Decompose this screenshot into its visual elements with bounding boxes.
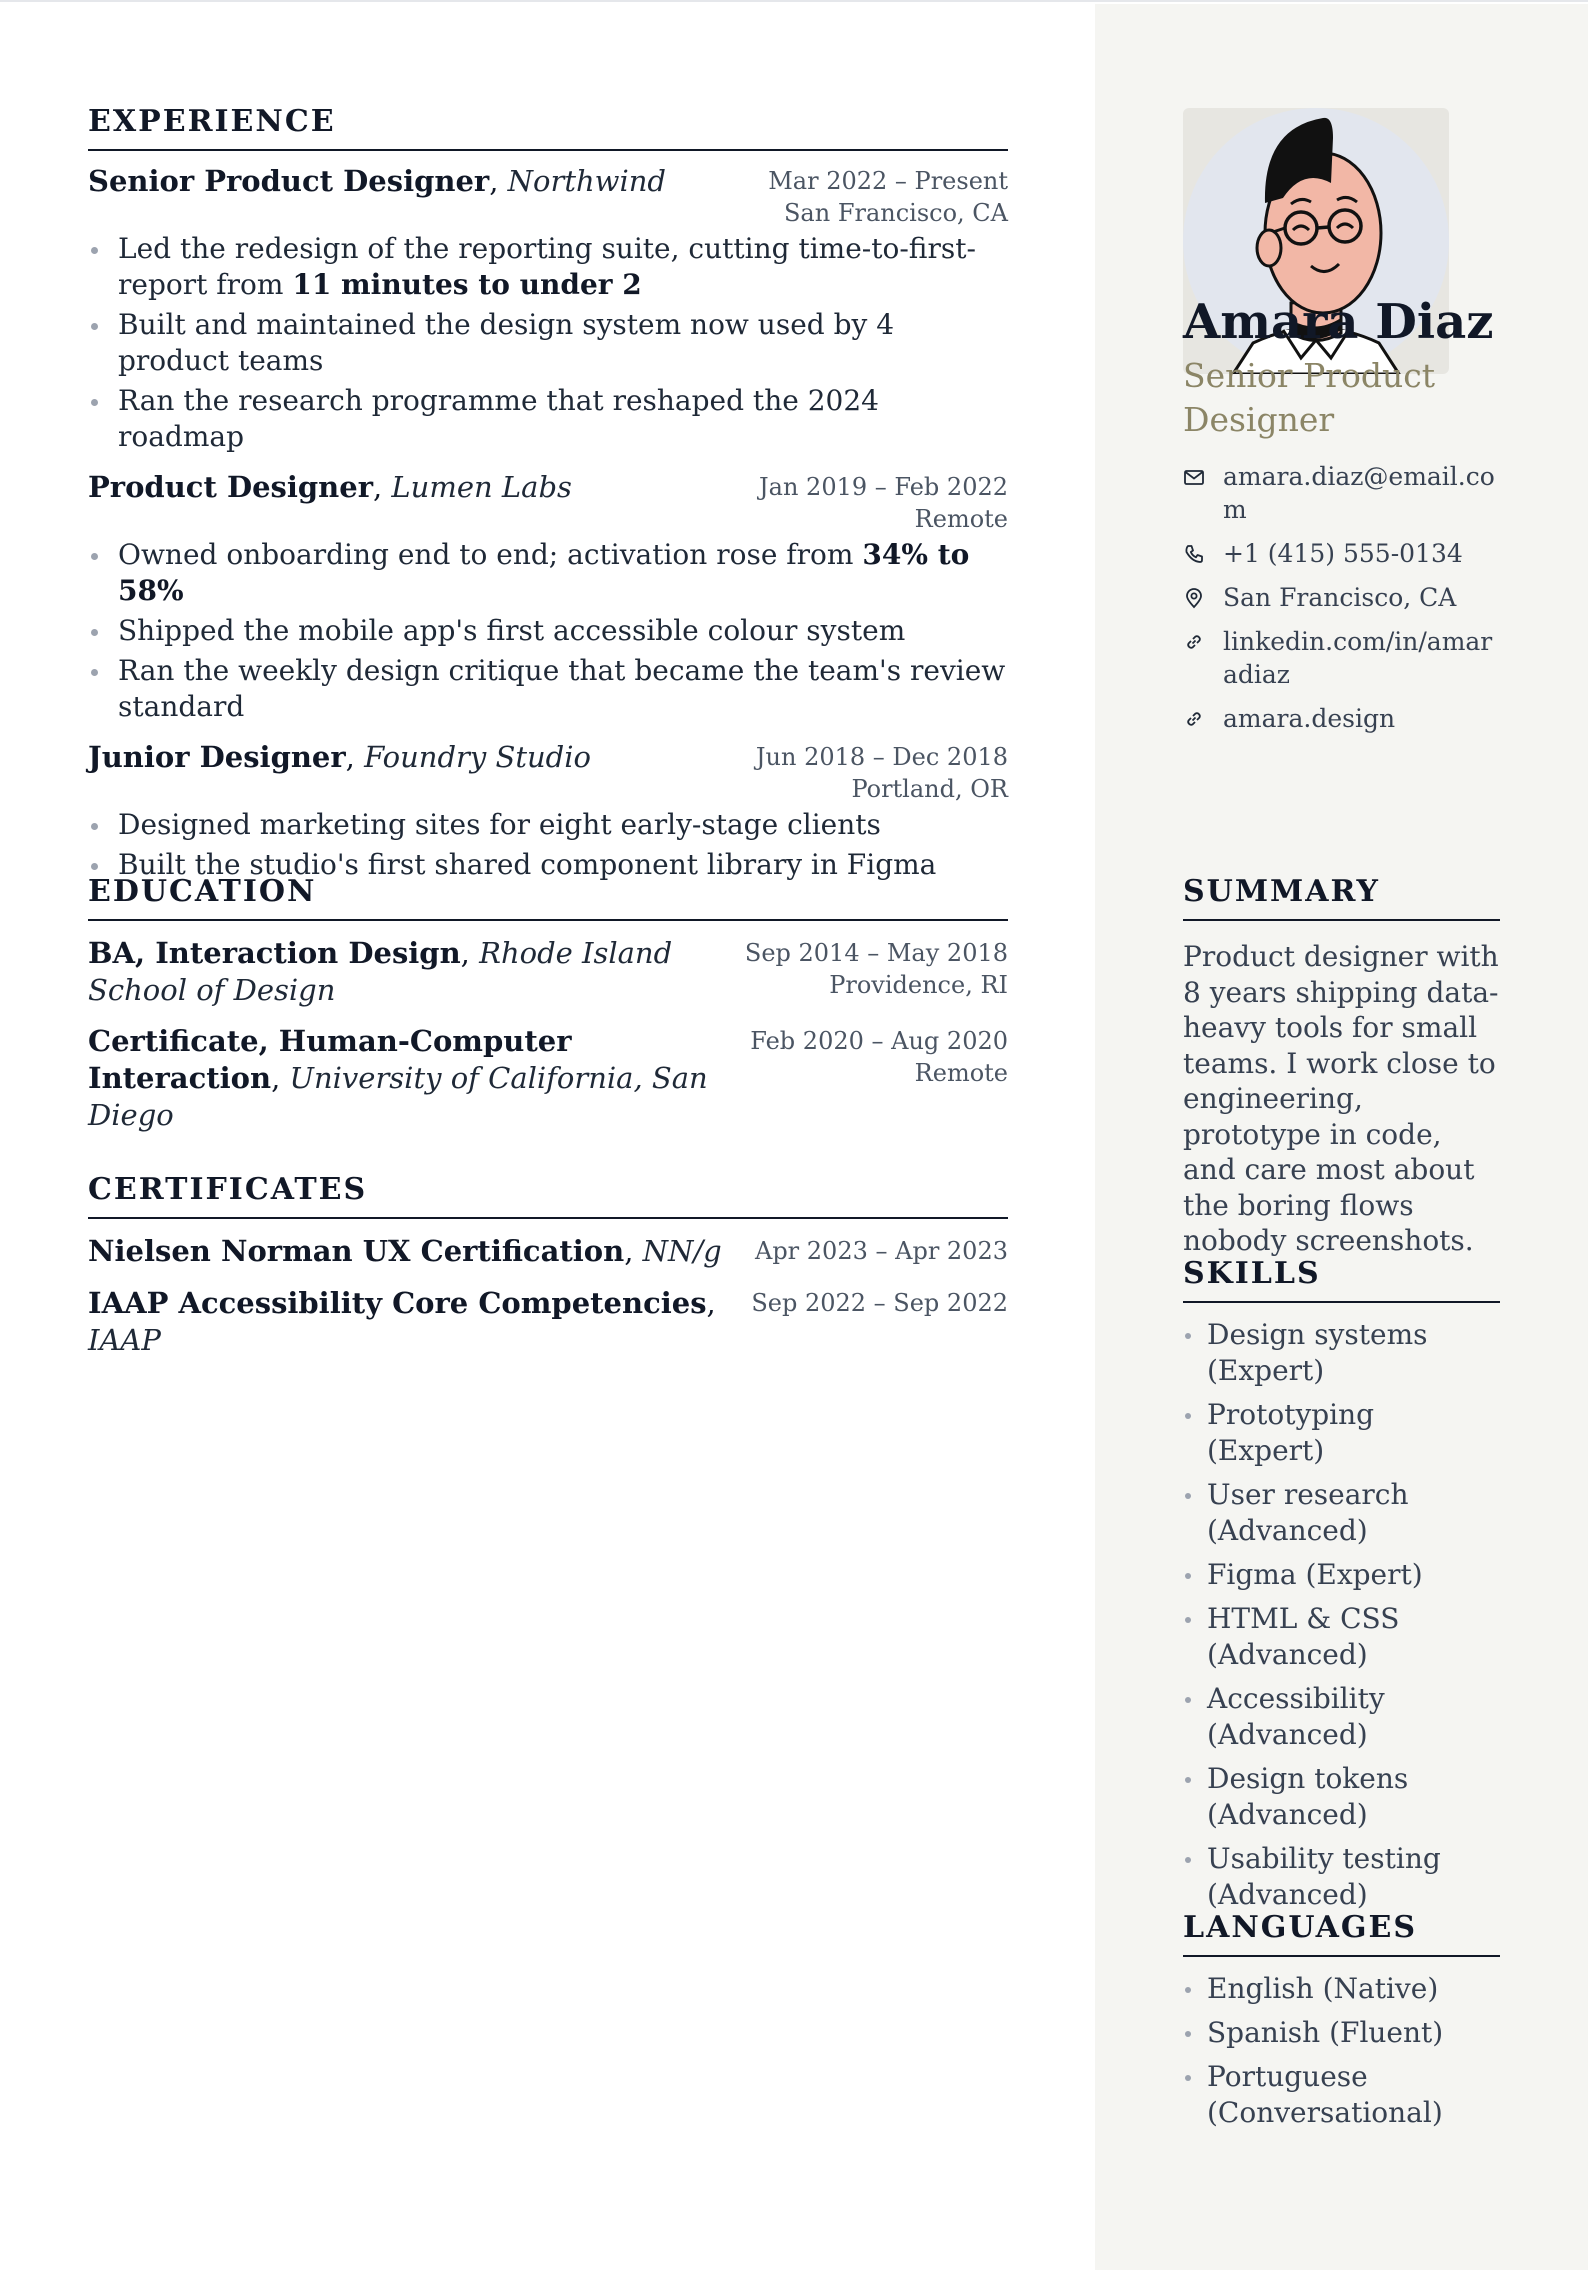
- job-bullets: [88, 231, 1008, 455]
- certificate-entry: [88, 1285, 1008, 1359]
- job-company: Foundry Studio: [364, 740, 591, 774]
- list-item: Portuguese (Conversational): [1183, 2059, 1500, 2131]
- experience-section: [88, 104, 1008, 887]
- list-item: Built the studio's first shared component library in Figma: [88, 847, 1008, 883]
- job-location: San Francisco, CA: [783, 199, 1008, 227]
- job-bullets: [88, 537, 1008, 725]
- job-role: Product Designer: [88, 470, 373, 504]
- candidate-name: Amara Diaz: [1183, 294, 1494, 350]
- contact-phone[interactable]: +1 (415) 555-0134: [1183, 537, 1500, 570]
- education-entry: [88, 1023, 1008, 1134]
- education-location: Remote: [914, 1059, 1008, 1087]
- certificate-entry: [88, 1233, 1008, 1273]
- job-location: Remote: [914, 505, 1008, 533]
- location-pin-icon: [1183, 587, 1205, 609]
- profile-block: [1183, 294, 1500, 746]
- experience-entry: [88, 469, 1008, 725]
- job-location: Portland, OR: [851, 775, 1008, 803]
- degree-title: Certificate, Human-Computer Interaction: [88, 1024, 572, 1095]
- summary-heading: SUMMARY: [1183, 874, 1500, 921]
- experience-entry: [88, 739, 1008, 883]
- job-role: Junior Designer: [88, 740, 346, 774]
- school-name: Rhode Island School of Design: [88, 936, 673, 1007]
- list-item: Figma (Expert): [1183, 1557, 1500, 1593]
- experience-heading: EXPERIENCE: [88, 104, 1008, 151]
- school-name: University of California, San Diego: [88, 1061, 708, 1132]
- education-heading: EDUCATION: [88, 874, 1008, 921]
- certificate-dates: Apr 2023 – Apr 2023: [754, 1237, 1008, 1265]
- languages-section: [1183, 1910, 1500, 2139]
- education-dates: Feb 2020 – Aug 2020: [750, 1027, 1008, 1055]
- certificate-name: IAAP Accessibility Core Competencies: [88, 1286, 707, 1320]
- link-icon: [1183, 631, 1205, 653]
- certificate-issuer: IAAP: [88, 1323, 161, 1357]
- summary-section: [1183, 874, 1500, 1259]
- skills-heading: SKILLS: [1183, 1256, 1500, 1303]
- list-item: Design tokens (Advanced): [1183, 1761, 1500, 1833]
- link-icon: [1183, 708, 1205, 730]
- contact-website[interactable]: amara.design: [1183, 702, 1500, 735]
- degree-title: BA, Interaction Design: [88, 936, 461, 970]
- education-dates: Sep 2014 – May 2018: [744, 939, 1008, 967]
- contact-email[interactable]: amara.diaz@email.com: [1183, 460, 1500, 526]
- sidebar: [1095, 4, 1588, 2270]
- entry-header: Senior Product Designer, Northwind Mar 2022 – Present San Francisco, CA: [88, 164, 1008, 227]
- job-dates: Jan 2019 – Feb 2022: [759, 473, 1008, 501]
- list-item: Designed marketing sites for eight early-stage clients: [88, 807, 1008, 843]
- education-section: [88, 874, 1008, 1134]
- languages-list: [1183, 1971, 1500, 2131]
- candidate-title: Senior Product Designer: [1183, 356, 1436, 439]
- certificate-issuer: NN/g: [642, 1234, 722, 1268]
- job-company: Lumen Labs: [391, 470, 572, 504]
- job-bullets: [88, 807, 1008, 883]
- certificate-dates: Sep 2022 – Sep 2022: [751, 1289, 1008, 1317]
- summary-text: Product designer with 8 years shipping data-heavy tools for small teams. I work close to engineering, prototype in code, and care most about the boring flows nobody screenshots.: [1183, 940, 1499, 1257]
- list-item: Usability testing (Advanced): [1183, 1841, 1500, 1913]
- skills-list: [1183, 1317, 1500, 1913]
- job-dates: Mar 2022 – Present: [768, 167, 1008, 195]
- education-location: Providence, RI: [829, 971, 1008, 999]
- job-company: Northwind: [507, 164, 666, 198]
- contact-linkedin[interactable]: linkedin.com/in/amaradiaz: [1183, 625, 1500, 691]
- list-item: English (Native): [1183, 1971, 1500, 2007]
- list-item: Owned onboarding end to end; activation rose from 34% to 58%: [88, 537, 1008, 609]
- list-item: HTML & CSS (Advanced): [1183, 1601, 1500, 1673]
- job-dates: Jun 2018 – Dec 2018: [755, 743, 1008, 771]
- experience-entry: [88, 163, 1008, 455]
- list-item: Built and maintained the design system now used by 4 product teams: [88, 307, 1008, 379]
- list-item: Ran the research programme that reshaped the 2024 roadmap: [88, 383, 1008, 455]
- list-item: Prototyping (Expert): [1183, 1397, 1500, 1469]
- list-item: Design systems (Expert): [1183, 1317, 1500, 1389]
- entry-header: Junior Designer, Foundry Studio Jun 2018 – Dec 2018 Portland, OR: [88, 740, 1008, 803]
- contact-list: [1183, 460, 1500, 735]
- entry-header: Nielsen Norman UX Certification, NN/g Apr 2023 – Apr 2023: [88, 1234, 1008, 1268]
- languages-heading: LANGUAGES: [1183, 1910, 1500, 1957]
- list-item: Shipped the mobile app's first accessible colour system: [88, 613, 1008, 649]
- mail-icon: [1183, 466, 1205, 488]
- entry-header: BA, Interaction Design, Rhode Island School of Design Sep 2014 – May 2018 Providence, RI: [88, 936, 1008, 1007]
- list-item: Spanish (Fluent): [1183, 2015, 1500, 2051]
- job-role: Senior Product Designer: [88, 164, 490, 198]
- phone-icon: [1183, 543, 1205, 565]
- list-item: Accessibility (Advanced): [1183, 1681, 1500, 1753]
- certificates-heading: CERTIFICATES: [88, 1172, 1008, 1219]
- skills-section: [1183, 1256, 1500, 1921]
- entry-header: IAAP Accessibility Core Competencies, IAAP Sep 2022 – Sep 2022: [88, 1286, 1008, 1357]
- entry-header: Product Designer, Lumen Labs Jan 2019 – Feb 2022 Remote: [88, 470, 1008, 533]
- contact-location: San Francisco, CA: [1183, 581, 1500, 614]
- list-item: Ran the weekly design critique that became the team's review standard: [88, 653, 1008, 725]
- education-entry: [88, 935, 1008, 1009]
- certificate-name: Nielsen Norman UX Certification: [88, 1234, 625, 1268]
- list-item: Led the redesign of the reporting suite, cutting time-to-first-report from 11 minutes to under 2: [88, 231, 1008, 303]
- entry-header: Certificate, Human-Computer Interaction, University of California, San Diego Feb 2020 – Aug 2020 Remote: [88, 1024, 1008, 1132]
- list-item: User research (Advanced): [1183, 1477, 1500, 1549]
- certificates-section: [88, 1172, 1008, 1359]
